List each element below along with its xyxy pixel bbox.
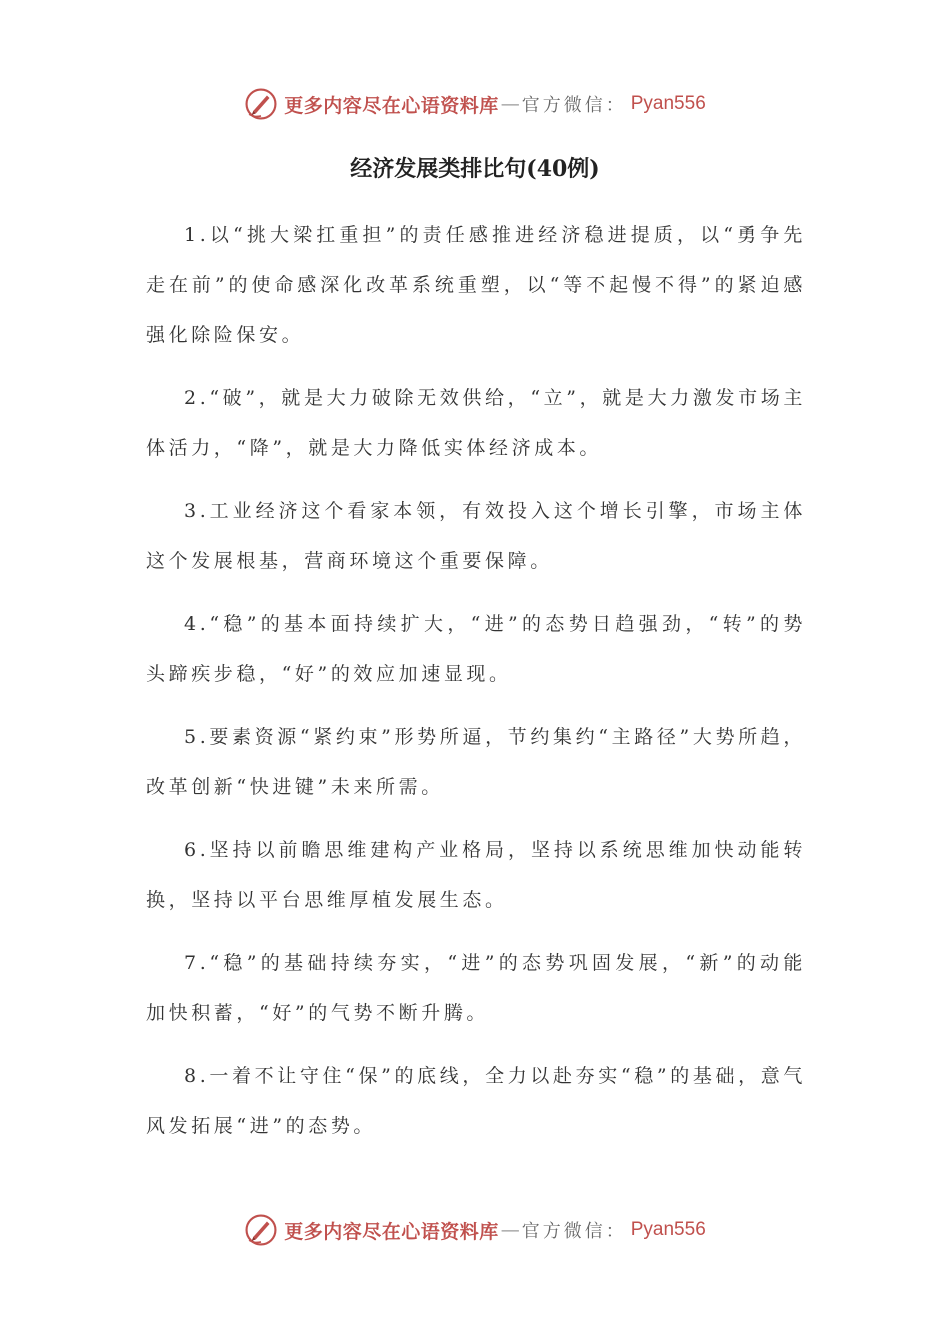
paragraph-1: 1.以“挑大梁扛重担”的责任感推进经济稳进提质，以“勇争先走在前”的使命感深化改革系统重塑，以“等不起慢不得”的紧迫感强化除险保安。 xyxy=(146,224,806,346)
pen-logo-icon xyxy=(244,1213,278,1247)
paragraph-7: 7.“稳”的基础持续夯实，“进”的态势巩固发展，“新”的动能加快积蓄，“好”的气势不断升腾。 xyxy=(146,952,806,1024)
paragraph-6: 6.坚持以前瞻思维建构产业格局，坚持以系统思维加快动能转换，坚持以平台思维厚植发展生态。 xyxy=(146,839,806,911)
banner-official-label: 官方微信： xyxy=(521,95,627,116)
banner-official-label: 官方微信： xyxy=(521,1221,627,1242)
document-title: 经济发展类排比句(40例) xyxy=(350,156,600,182)
pen-logo-icon xyxy=(244,87,278,121)
banner-dash: — xyxy=(500,1219,520,1241)
paragraph-2: 2.“破”，就是大力破除无效供给，“立”，就是大力激发市场主体活力，“降”，就是大力降低实体经济成本。 xyxy=(146,387,806,459)
banner-site-name: 更多内容尽在心语资料库 xyxy=(284,1220,499,1243)
paragraph-3: 3.工业经济这个看家本领，有效投入这个增长引擎，市场主体这个发展根基，营商环境这个重要保障。 xyxy=(146,500,806,572)
banner-wechat-id: Pyan556 xyxy=(630,1219,706,1240)
header-banner xyxy=(0,84,950,124)
paragraph-5: 5.要素资源“紧约束”形势所逼，节约集约“主路径”大势所趋，改革创新“快进键”未来所需。 xyxy=(146,726,806,798)
paragraph-4: 4.“稳”的基本面持续扩大，“进”的态势日趋强劲，“转”的势头蹄疾步稳，“好”的效应加速显现。 xyxy=(146,613,806,685)
paragraph-8: 8.一着不让守住“保”的底线，全力以赴夯实“稳”的基础，意气风发拓展“进”的态势。 xyxy=(146,1065,806,1137)
banner-site-name: 更多内容尽在心语资料库 xyxy=(284,94,499,117)
document-body xyxy=(146,210,806,1164)
banner-dash: — xyxy=(500,93,520,115)
banner-wechat-id: Pyan556 xyxy=(630,93,706,114)
footer-banner xyxy=(0,1210,950,1250)
